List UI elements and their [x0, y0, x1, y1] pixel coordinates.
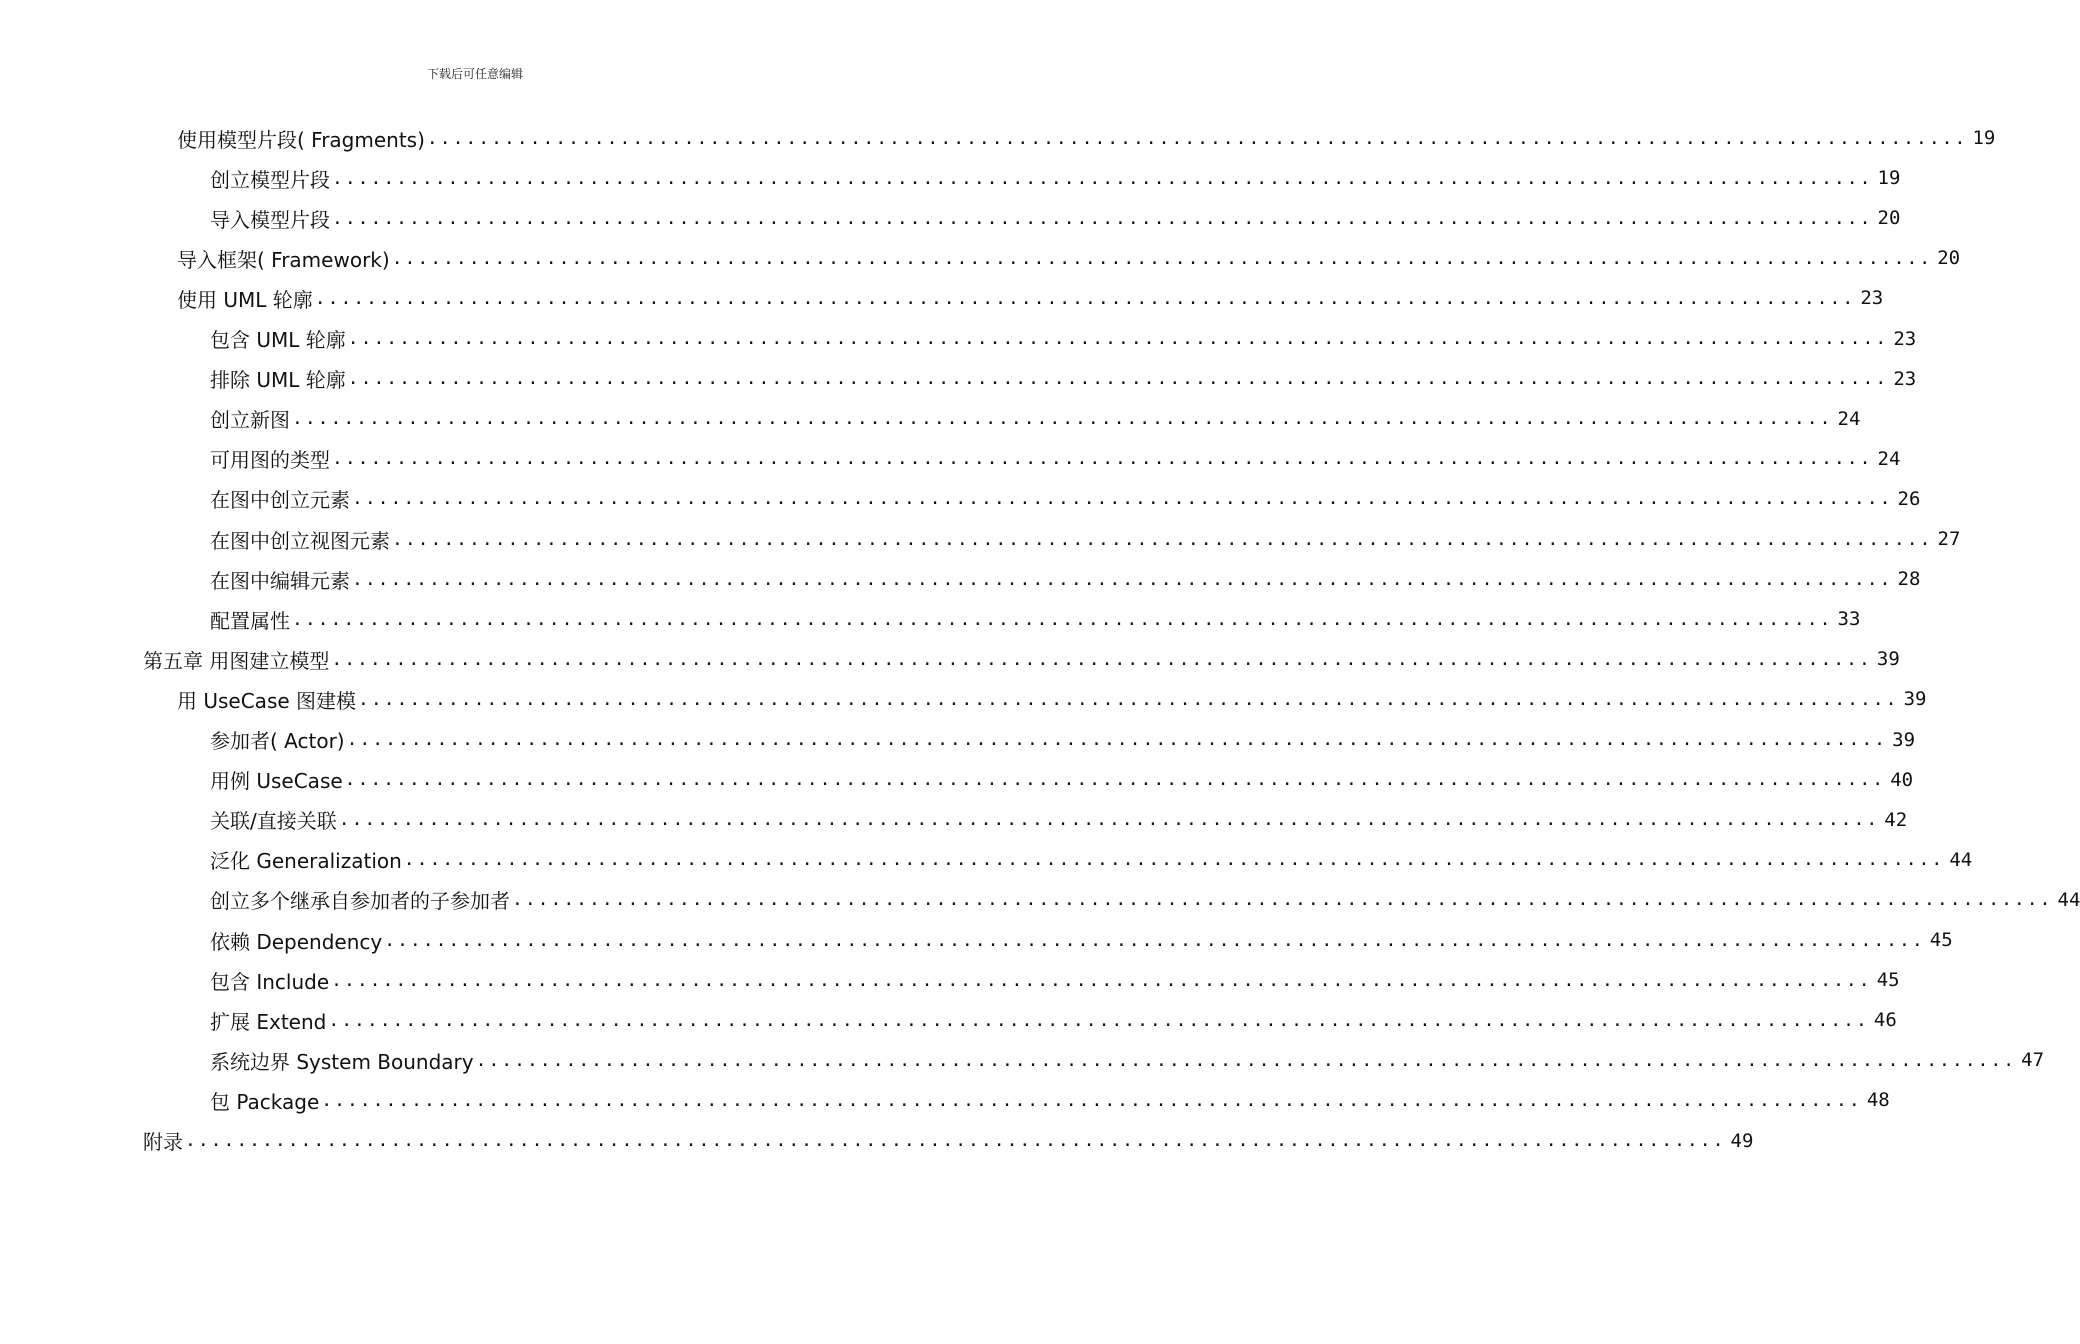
toc-entry-page-number: 39: [1876, 648, 1900, 671]
toc-entry-title: 在图中编辑元素: [210, 568, 350, 593]
toc-dot-leader: ........................................................................................................................: [292, 408, 1833, 430]
toc-entry-page-number: 19: [1877, 167, 1901, 190]
toc-entry-page-number: 45: [1876, 969, 1900, 992]
toc-entry-title: 用 UseCase 图建模: [177, 688, 357, 713]
page-header: 下载后可任意编辑: [426, 67, 523, 81]
toc-entry-page-number: 23: [1860, 287, 1884, 310]
toc-dot-leader: ........................................................................................................................: [512, 889, 2053, 911]
toc-entry-title: 排除 UML 轮廓: [210, 368, 346, 393]
toc-entry[interactable]: [210, 479, 1921, 519]
toc-entry-page-number: 47: [2021, 1049, 2045, 1072]
toc-entry[interactable]: [143, 639, 1900, 679]
toc-dot-leader: ........................................................................................................................: [347, 328, 1889, 349]
toc-entry-page-number: 44: [2057, 888, 2080, 911]
toc-dot-leader: ........................................................................................................................: [403, 849, 1945, 871]
toc-entry-page-number: 40: [1890, 768, 1914, 791]
toc-entry-page-number: 23: [1893, 327, 1917, 350]
toc-entry[interactable]: [210, 359, 1917, 399]
toc-dot-leader: ........................................................................................................................: [185, 1130, 1726, 1151]
toc-entry-title: 关联/直接关联: [210, 809, 337, 834]
toc-dot-leader: ........................................................................................................................: [344, 769, 1886, 791]
toc-entry-title: 在图中创立元素: [210, 488, 350, 513]
toc-entry-page-number: 28: [1897, 568, 1921, 591]
toc-entry[interactable]: [210, 760, 1914, 800]
toc-entry-page-number: 24: [1877, 447, 1901, 470]
toc-entry-page-number: 20: [1877, 207, 1901, 230]
toc-entry-title: 包含 Include: [210, 969, 330, 994]
toc-entry-title: 创立新图: [210, 408, 290, 433]
toc-entry-page-number: 33: [1837, 608, 1861, 631]
toc-entry-title: 创立多个继承自参加者的子参加者: [210, 889, 510, 914]
toc-entry-title: 导入模型片段: [210, 207, 330, 232]
toc-entry-title: 包 Package: [210, 1089, 320, 1114]
toc-entry[interactable]: [210, 399, 1861, 439]
toc-entry[interactable]: [210, 158, 1901, 198]
toc-entry-page-number: 24: [1837, 407, 1861, 430]
toc-dot-leader: ........................................................................................................................: [332, 207, 1873, 229]
toc-entry[interactable]: [210, 960, 1900, 1000]
toc-entry[interactable]: [210, 198, 1901, 238]
toc-entry-page-number: 26: [1897, 487, 1921, 510]
toc-dot-leader: ........................................................................................................................: [332, 448, 1873, 470]
toc-entry[interactable]: [210, 439, 1901, 479]
toc-dot-leader: ........................................................................................................................: [321, 1089, 1862, 1111]
toc-entry[interactable]: [177, 679, 1927, 719]
toc-dot-leader: ........................................................................................................................: [426, 127, 1968, 149]
toc-entry-title: 包含 UML 轮廓: [210, 328, 346, 352]
toc-entry-page-number: 45: [1929, 929, 1953, 951]
toc-dot-leader: ........................................................................................................................: [328, 1009, 1869, 1031]
toc-entry[interactable]: [177, 118, 1996, 158]
toc-entry-page-number: 20: [1937, 247, 1961, 270]
toc-entry[interactable]: [143, 1121, 1754, 1161]
toc-entry-title: 可用图的类型: [210, 448, 330, 473]
toc-entry[interactable]: [210, 319, 1917, 359]
toc-entry-page-number: 39: [1892, 728, 1916, 751]
toc-entry-title: 配置属性: [210, 608, 290, 633]
toc-dot-leader: ........................................................................................................................: [338, 809, 1880, 831]
toc-dot-leader: ........................................................................................................................: [292, 608, 1833, 630]
toc-entry-title: 第五章 用图建立模型: [143, 648, 330, 673]
toc-entry-title: 依赖 Dependency: [210, 929, 383, 954]
toc-dot-leader: ........................................................................................................................: [314, 287, 1856, 309]
toc-entry-title: 扩展 Extend: [210, 1009, 327, 1034]
toc-dot-leader: ........................................................................................................................: [475, 1049, 2017, 1071]
toc-dot-leader: ........................................................................................................................: [347, 368, 1889, 390]
toc-entry-page-number: 23: [1893, 367, 1917, 390]
toc-entry[interactable]: [210, 1000, 1897, 1040]
toc-entry[interactable]: [177, 278, 1884, 318]
toc-entry[interactable]: [210, 559, 1921, 599]
toc-entry[interactable]: [210, 720, 1916, 760]
toc-entry-title: 在图中创立视图元素: [210, 528, 390, 553]
toc-dot-leader: ........................................................................................................................: [331, 648, 1872, 670]
toc-entry[interactable]: [210, 519, 1961, 559]
toc-entry[interactable]: [210, 800, 1908, 840]
toc-dot-leader: ........................................................................................................................: [331, 969, 1872, 991]
toc-dot-leader: ........................................................................................................................: [332, 167, 1873, 189]
toc-dot-leader: ........................................................................................................................: [384, 929, 1925, 951]
toc-entry-page-number: 42: [1884, 808, 1908, 831]
toc-entry-page-number: 46: [1873, 1009, 1897, 1032]
toc-entry[interactable]: [210, 599, 1861, 639]
toc-entry[interactable]: [210, 840, 1973, 880]
toc-dot-leader: ........................................................................................................................: [352, 488, 1893, 510]
toc-entry[interactable]: [210, 1040, 2045, 1080]
toc-entry[interactable]: [210, 880, 2080, 920]
toc-entry-page-number: 44: [1949, 848, 1973, 871]
toc-entry-page-number: 49: [1730, 1129, 1754, 1152]
toc-entry-page-number: 48: [1866, 1089, 1890, 1112]
toc-entry-title: 创立模型片段: [210, 167, 330, 192]
toc-entry[interactable]: [210, 1080, 1890, 1120]
toc-entry-title: 系统边界 System Boundary: [210, 1049, 474, 1074]
toc-entry-page-number: 39: [1903, 688, 1927, 711]
toc-entry[interactable]: [177, 238, 1961, 278]
toc-entry-title: 用例 UseCase: [210, 769, 343, 794]
toc-entry-title: 使用 UML 轮廓: [177, 287, 313, 312]
toc-dot-leader: ........................................................................................................................: [391, 247, 1933, 269]
toc-entry-page-number: 19: [1972, 127, 1996, 149]
toc-entry[interactable]: [210, 920, 1953, 960]
toc-entry-title: 附录: [143, 1130, 183, 1154]
toc-dot-leader: ........................................................................................................................: [358, 688, 1899, 710]
toc-entry-page-number: 27: [1937, 528, 1961, 550]
toc-dot-leader: ........................................................................................................................: [392, 528, 1933, 550]
toc-entry-title: 使用模型片段( Fragments): [177, 127, 425, 152]
toc-dot-leader: ........................................................................................................................: [346, 729, 1888, 750]
toc-entry-title: 泛化 Generalization: [210, 849, 402, 874]
toc-entry-title: 导入框架( Framework): [177, 247, 390, 272]
toc-dot-leader: ........................................................................................................................: [352, 568, 1893, 590]
toc-entry-title: 参加者( Actor): [210, 729, 345, 753]
